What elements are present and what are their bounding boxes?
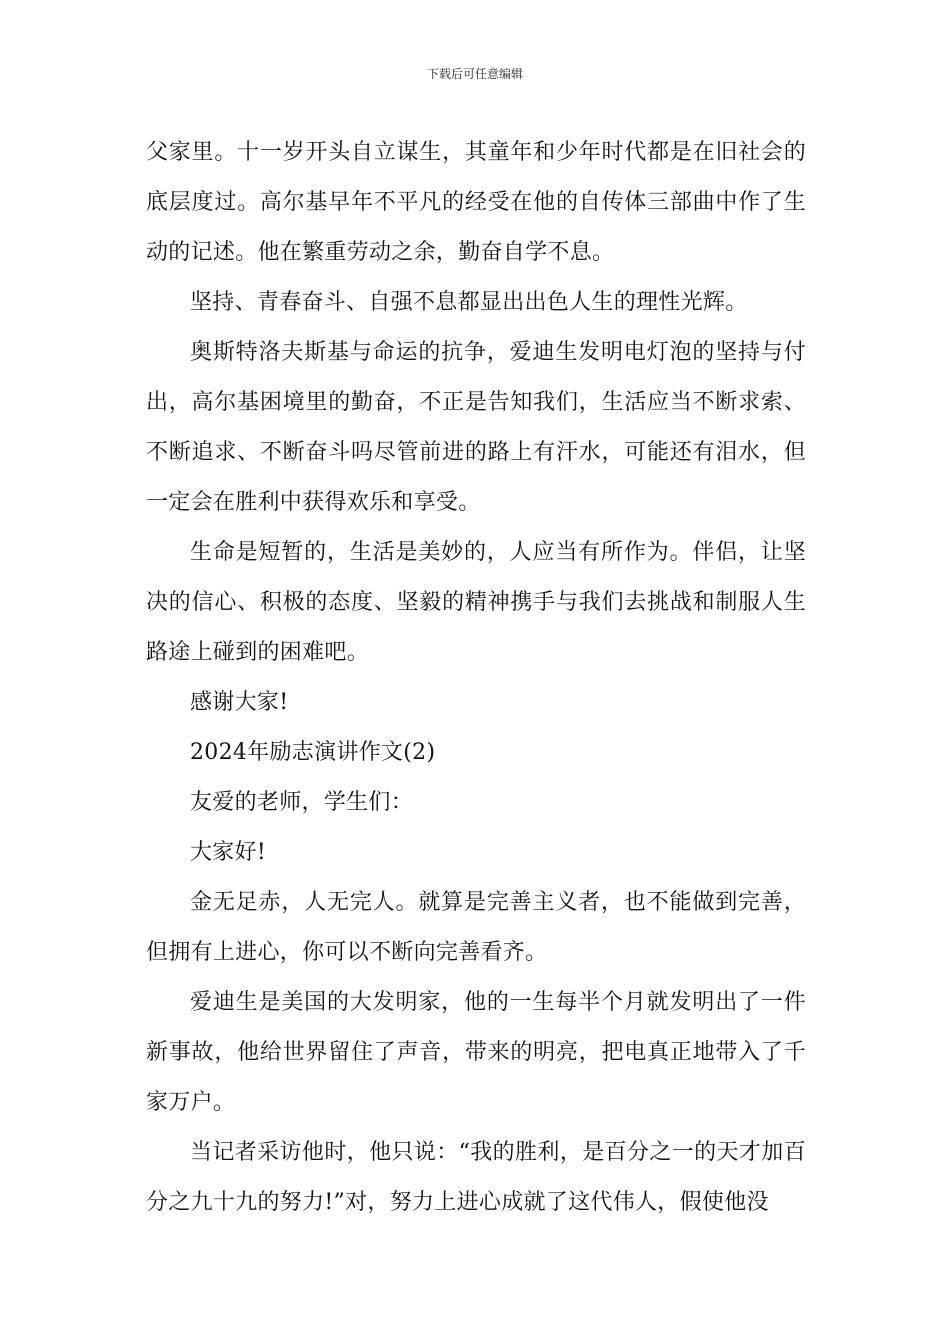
- paragraph-10: 爱迪生是美国的大发明家，他的一生每半个月就发明出了一件新事故，他给世界留住了声音，带来的明亮，把电真正地带入了千家万户。: [146, 990, 806, 1115]
- paragraph-2: 坚持、青春奋斗、自强不息都显出出色人生的理性光辉。: [190, 290, 748, 315]
- paragraph-4: 生命是短暂的，生活是美妙的，人应当有所作为。伴侣，让坚决的信心、积极的态度、坚毅的精神携手与我们去挑战和制服人生路途上碰到的困难吧。: [146, 540, 806, 665]
- document-body: [146, 128, 806, 1228]
- paragraph-11: 当记者采访他时，他只说：“我的胜利，是百分之一的天才加百分之九十九的努力!”对，努力上进心成就了这代伟人，假使他没: [146, 1140, 806, 1215]
- paragraph-9: 金无足赤，人无完人。就算是完善主义者，也不能做到完善，但拥有上进心，你可以不断向完善看齐。: [146, 890, 806, 965]
- paragraph-1: 父家里。十一岁开头自立谋生，其童年和少年时代都是在旧社会的底层度过。高尔基早年不平凡的经受在他的自传体三部曲中作了生动的记述。他在繁重劳动之余，勤奋自学不息。: [146, 140, 806, 265]
- salutation: 友爱的老师，学生们：: [190, 790, 414, 815]
- section-heading: 2024年励志演讲作文(2): [190, 740, 436, 765]
- paragraph-3: 奥斯特洛夫斯基与命运的抗争，爱迪生发明电灯泡的坚持与付出，高尔基困境里的勤奋，不正是告知我们，生活应当不断求索、不断追求、不断奋斗吗尽管前进的路上有汗水，可能还有泪水，但一定会在胜利中获得欢乐和享受。: [146, 340, 806, 515]
- greeting: 大家好!: [190, 840, 267, 865]
- paragraph-5: 感谢大家!: [190, 690, 289, 715]
- page-header: 下载后可任意编辑: [426, 67, 523, 81]
